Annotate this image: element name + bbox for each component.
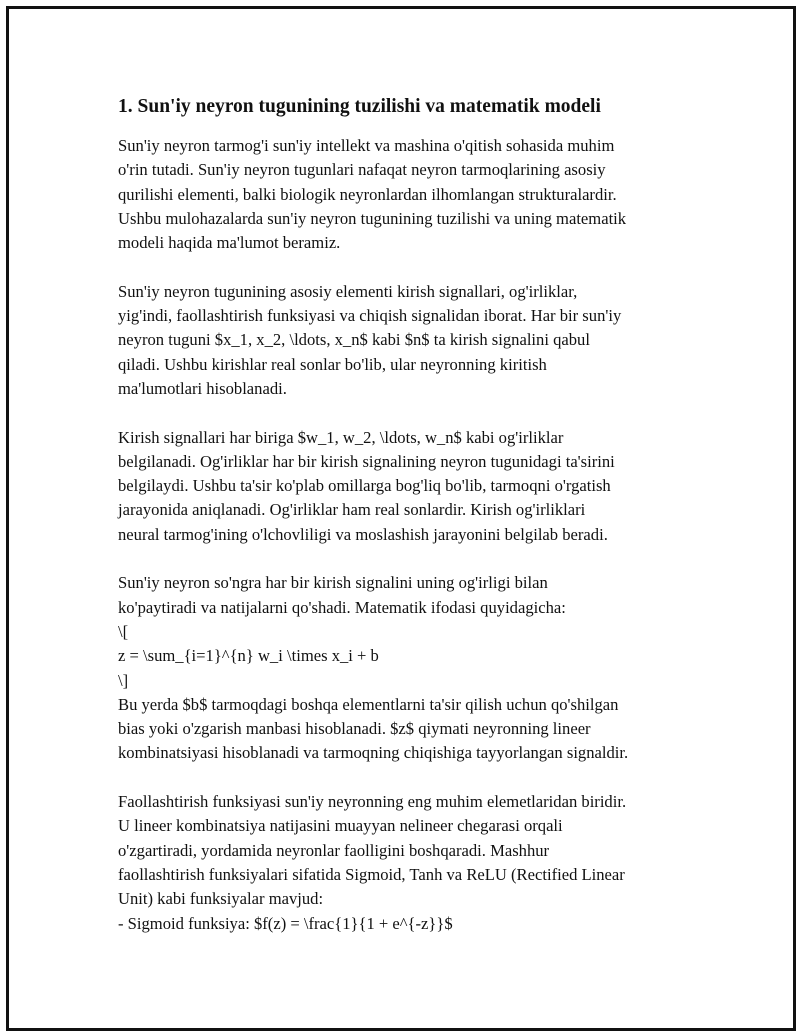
text-line: Sun'iy neyron so'ngra har bir kirish signalini uning og'irligi bilan [118, 573, 548, 593]
section-heading: 1. Sun'iy neyron tugunining tuzilishi va matematik modeli [118, 96, 601, 117]
text-line: Unit) kabi funksiyalar mavjud: [118, 889, 324, 909]
formula-body: z = \sum_{i=1}^{n} w_i \times x_i + b [118, 646, 379, 666]
document-body [118, 94, 698, 960]
formula-open: \[ [118, 621, 129, 641]
text-line: jarayonida aniqlanadi. Og'irliklar ham real sonlardir. Kirish og'irliklari [118, 500, 586, 520]
text-line: Bu yerda $b$ tarmoqdagi boshqa elementlarni ta'sir qilish uchun qo'shilgan [118, 694, 619, 714]
text-line: qiladi. Ushbu kirishlar real sonlar bo'lib, ular neyronning kiritish [118, 354, 547, 374]
text-line: Sun'iy neyron tarmog'i sun'iy intellekt va mashina o'qitish sohasida muhim [118, 136, 615, 155]
paragraph-inputs [118, 280, 698, 401]
text-line: kombinatsiyasi hisoblanadi va tarmoqning chiqishiga tayyorlangan signaldir. [118, 743, 629, 763]
text-line: bias yoki o'zgarish manbasi hisoblanadi. $z$ qiymati neyronning lineer [118, 719, 591, 739]
paragraph-intro [118, 134, 698, 255]
text-line: Faollashtirish funksiyasi sun'iy neyronning eng muhim elemetlaridan biridir. [118, 792, 627, 812]
paragraph-summation [118, 571, 698, 765]
text-line: modeli haqida ma'lumot beramiz. [118, 233, 341, 253]
text-line: neural tarmog'ining o'lchovliligi va moslashish jarayonini belgilab beradi. [118, 524, 608, 544]
text-line: U lineer kombinatsiya natijasini muayyan nelineer chegarasi orqali [118, 816, 563, 836]
formula-close: \] [118, 670, 129, 690]
text-line: faollashtirish funksiyalari sifatida Sigmoid, Tanh va ReLU (Rectified Linear [118, 864, 625, 884]
text-line: o'rin tutadi. Sun'iy neyron tugunlari nafaqat neyron tarmoqlarining asosiy [118, 160, 606, 180]
text-line: yig'indi, faollashtirish funksiyasi va chiqish signalidan iborat. Har bir sun'iy [118, 306, 622, 326]
text-line: qurilishi elementi, balki biologik neyronlardan ilhomlangan strukturalardir. [118, 184, 617, 204]
paragraph-weights [118, 426, 698, 547]
text-line: o'zgartiradi, yordamida neyronlar faolligini boshqaradi. Mashhur [118, 840, 550, 860]
paragraph-activation [118, 790, 698, 936]
text-line: belgilanadi. Og'irliklar har bir kirish signalining neyron tugunidagi ta'sirini [118, 451, 615, 471]
text-line: Kirish signallari har biriga $w_1, w_2, \ldots, w_n$ kabi og'irliklar [118, 427, 564, 447]
text-line: ma'lumotlari hisoblanadi. [118, 378, 287, 398]
list-item-sigmoid: - Sigmoid funksiya: $f(z) = \frac{1}{1 + e^{-z}}$ [118, 913, 453, 933]
text-line: ko'paytiradi va natijalarni qo'shadi. Matematik ifodasi quyidagicha: [118, 597, 566, 617]
text-line: belgilaydi. Ushbu ta'sir ko'plab omillarga bog'liq bo'lib, tarmoqni o'rgatish [118, 476, 611, 496]
text-line: Sun'iy neyron tugunining asosiy elementi kirish signallari, og'irliklar, [118, 281, 578, 301]
text-line: neyron tuguni $x_1, x_2, \ldots, x_n$ kabi $n$ ta kirish signalini qabul [118, 330, 590, 350]
text-line: Ushbu mulohazalarda sun'iy neyron tugunining tuzilishi va uning matematik [118, 208, 627, 228]
